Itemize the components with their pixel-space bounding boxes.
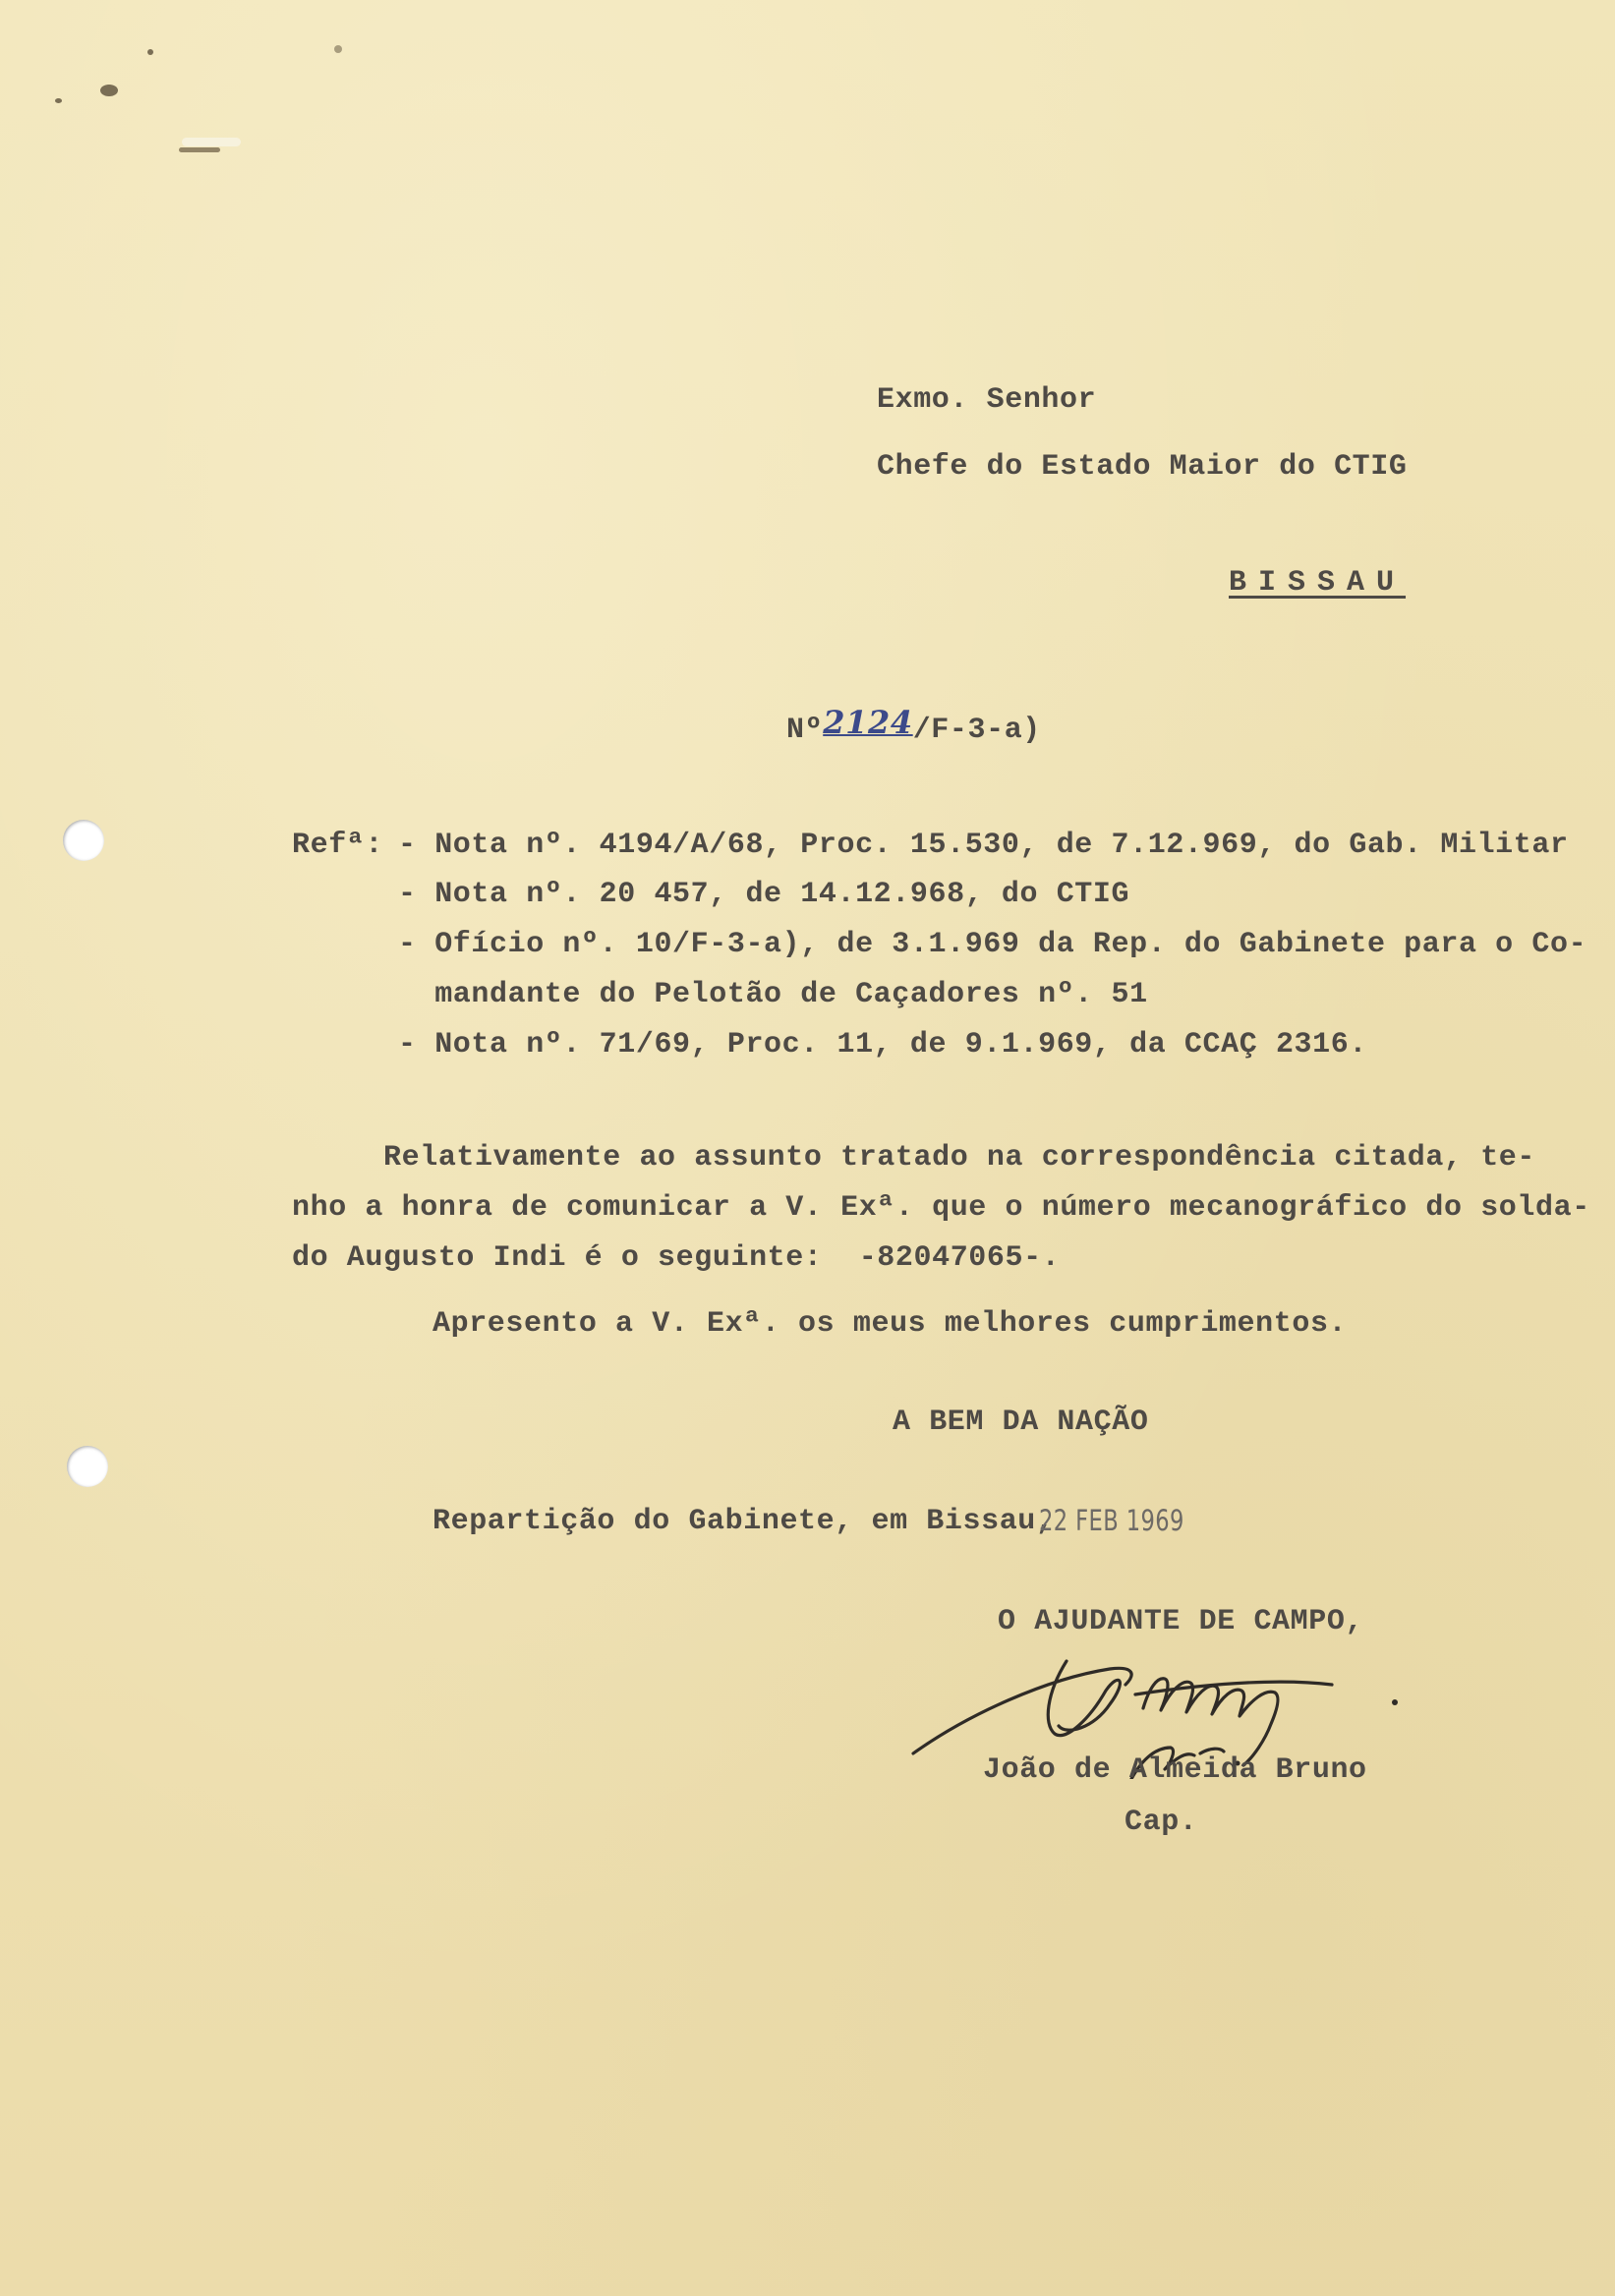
paper-speck [334, 45, 342, 53]
paper-speck [100, 85, 118, 96]
addressee-salutation: Exmo. Senhor [877, 383, 1097, 417]
closing-motto: A BEM DA NAÇÃO [893, 1406, 1149, 1439]
addressee-title: Chefe do Estado Maior do CTIG [877, 450, 1408, 484]
reference-line: mandante do Pelotão de Caçadores nº. 51 [398, 978, 1148, 1011]
closing-place-line: Repartição do Gabinete, em Bissau, [433, 1505, 1055, 1538]
addressee-city: BISSAU [1229, 566, 1407, 600]
reference-line: - Nota nº. 4194/A/68, Proc. 15.530, de 7.12.969, do Gab. Militar [398, 829, 1569, 862]
reference-number [786, 704, 1041, 747]
greeting-line: Apresento a V. Exª. os meus melhores cumprimentos. [433, 1307, 1348, 1341]
date-stamp: 22 FEB 1969 [1039, 1504, 1184, 1537]
signature-dot [1392, 1699, 1398, 1705]
references-label: Refª: [292, 829, 384, 862]
punch-hole-bottom [67, 1446, 108, 1487]
punch-hole-top [63, 820, 104, 861]
body-line: Relativamente ao assunto tratado na correspondência citada, te- [292, 1141, 1535, 1175]
paper-speck [55, 98, 62, 103]
reference-line: - Ofício nº. 10/F-3-a), de 3.1.969 da Rep. do Gabinete para o Co- [398, 928, 1587, 961]
body-line: do Augusto Indi é o seguinte: -82047065-. [292, 1241, 1061, 1275]
reference-line: - Nota nº. 20 457, de 14.12.968, do CTIG [398, 878, 1130, 911]
signature-role: O AJUDANTE DE CAMPO, [998, 1605, 1364, 1638]
reference-number-handwritten: 2124 [823, 704, 913, 741]
signature-name: João de Almeida Bruno [983, 1753, 1367, 1787]
reference-number-suffix: /F-3-a) [912, 714, 1041, 747]
paper-speck [147, 49, 153, 55]
body-line: nho a honra de comunicar a V. Exª. que o número mecanográfico do solda- [292, 1191, 1590, 1225]
reference-number-prefix: Nº [786, 714, 824, 747]
reference-line: - Nota nº. 71/69, Proc. 11, de 9.1.969, da CCAÇ 2316. [398, 1028, 1367, 1062]
paper-speck [182, 138, 241, 146]
signature-rank: Cap. [1125, 1806, 1198, 1839]
paper-speck [179, 147, 220, 152]
